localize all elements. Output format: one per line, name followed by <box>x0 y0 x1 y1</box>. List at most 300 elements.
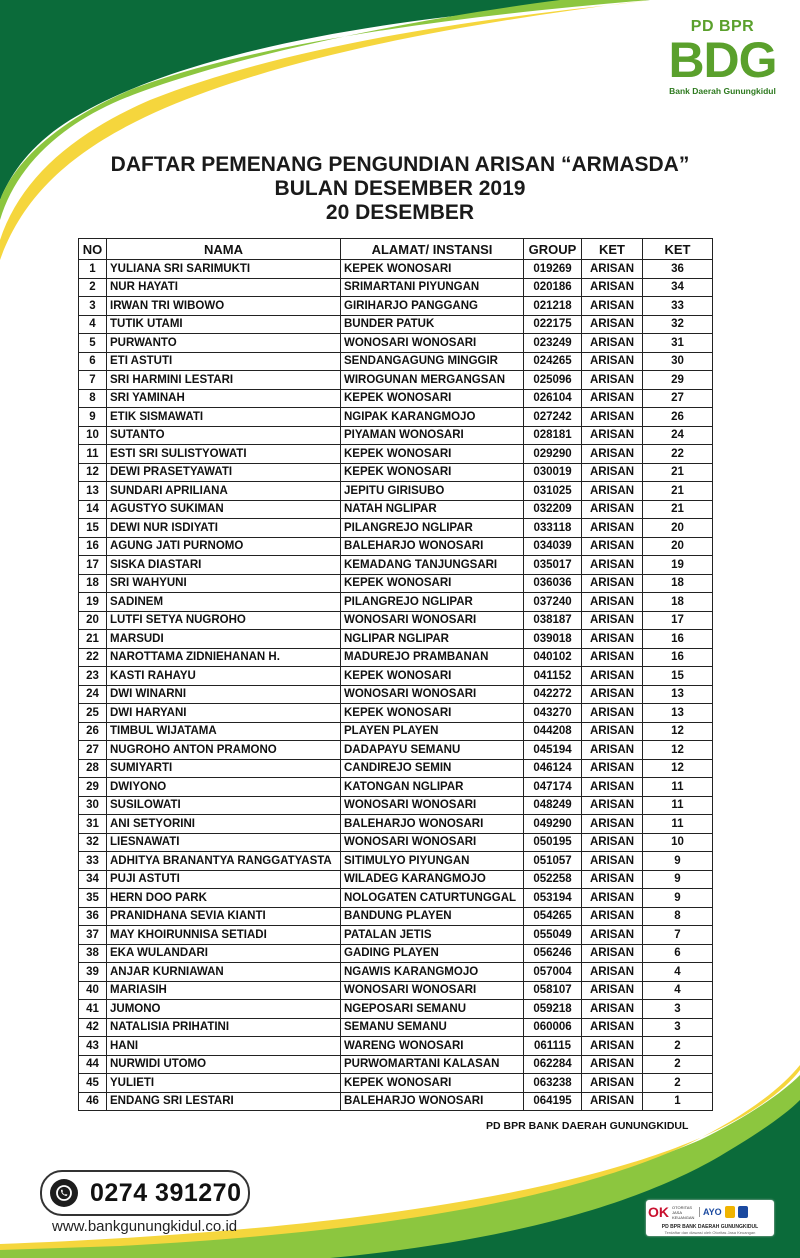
cell-group: 023249 <box>524 334 582 353</box>
cell-ket-2: 20 <box>643 519 713 538</box>
cell-nama: MARIASIH <box>107 981 341 1000</box>
cell-ket-2: 21 <box>643 500 713 519</box>
cell-alamat: KEPEK WONOSARI <box>341 389 524 408</box>
cell-no: 25 <box>79 704 107 723</box>
cell-nama: DWIYONO <box>107 778 341 797</box>
cell-no: 34 <box>79 870 107 889</box>
cell-no: 45 <box>79 1074 107 1093</box>
table-row <box>79 371 713 390</box>
table-row <box>79 556 713 575</box>
cell-no: 19 <box>79 593 107 612</box>
cell-alamat: PIYAMAN WONOSARI <box>341 426 524 445</box>
cell-no: 31 <box>79 815 107 834</box>
cell-no: 33 <box>79 852 107 871</box>
heading-line-1: DAFTAR PEMENANG PENGUNDIAN ARISAN “ARMASDA” <box>110 153 690 176</box>
cell-ket: ARISAN <box>582 1018 643 1037</box>
header-ket: KET <box>582 239 643 260</box>
cell-nama: NUR HAYATI <box>107 278 341 297</box>
table-row <box>79 944 713 963</box>
table-row <box>79 315 713 334</box>
cell-nama: AGUNG JATI PURNOMO <box>107 537 341 556</box>
bank-name-note: PD BPR BANK DAERAH GUNUNGKIDUL <box>486 1120 689 1132</box>
header-ket-2: KET <box>643 239 713 260</box>
cell-ket: ARISAN <box>582 907 643 926</box>
table-row <box>79 426 713 445</box>
cell-ket: ARISAN <box>582 944 643 963</box>
cell-alamat: NGAWIS KARANGMOJO <box>341 963 524 982</box>
cell-alamat: NGIPAK KARANGMOJO <box>341 408 524 427</box>
cell-no: 12 <box>79 463 107 482</box>
cell-ket-2: 13 <box>643 704 713 723</box>
cell-ket: ARISAN <box>582 778 643 797</box>
lps-icon <box>725 1206 735 1218</box>
cell-no: 35 <box>79 889 107 908</box>
cell-alamat: SRIMARTANI PIYUNGAN <box>341 278 524 297</box>
cell-ket: ARISAN <box>582 870 643 889</box>
cell-nama: ANJAR KURNIAWAN <box>107 963 341 982</box>
cell-alamat: WONOSARI WONOSARI <box>341 796 524 815</box>
cell-no: 40 <box>79 981 107 1000</box>
header-group: GROUP <box>524 239 582 260</box>
cell-group: 044208 <box>524 722 582 741</box>
cell-nama: HANI <box>107 1037 341 1056</box>
cell-ket-2: 13 <box>643 685 713 704</box>
table-row <box>79 981 713 1000</box>
cell-no: 41 <box>79 1000 107 1019</box>
cell-ket-2: 17 <box>643 611 713 630</box>
cell-ket: ARISAN <box>582 963 643 982</box>
table-header-row <box>79 239 713 260</box>
phone-number: 0274 391270 <box>90 1178 242 1207</box>
cell-alamat: PURWOMARTANI KALASAN <box>341 1055 524 1074</box>
cell-group: 025096 <box>524 371 582 390</box>
cell-no: 3 <box>79 297 107 316</box>
cell-alamat: WONOSARI WONOSARI <box>341 611 524 630</box>
cell-alamat: PATALAN JETIS <box>341 926 524 945</box>
cell-ket: ARISAN <box>582 278 643 297</box>
cell-alamat: KEPEK WONOSARI <box>341 260 524 279</box>
cell-no: 18 <box>79 574 107 593</box>
cell-no: 1 <box>79 260 107 279</box>
cell-ket-2: 11 <box>643 815 713 834</box>
heading-line-2: BULAN DESEMBER 2019 <box>274 177 526 200</box>
cell-no: 17 <box>79 556 107 575</box>
cell-no: 23 <box>79 667 107 686</box>
cell-group: 052258 <box>524 870 582 889</box>
cell-group: 060006 <box>524 1018 582 1037</box>
table-row <box>79 352 713 371</box>
cell-nama: IRWAN TRI WIBOWO <box>107 297 341 316</box>
cell-ket-2: 8 <box>643 907 713 926</box>
cell-nama: LIESNAWATI <box>107 833 341 852</box>
cell-ket-2: 26 <box>643 408 713 427</box>
cell-alamat: WONOSARI WONOSARI <box>341 334 524 353</box>
cell-group: 020186 <box>524 278 582 297</box>
cell-alamat: WILADEG KARANGMOJO <box>341 870 524 889</box>
cell-ket: ARISAN <box>582 352 643 371</box>
cell-alamat: NGLIPAR NGLIPAR <box>341 630 524 649</box>
cell-alamat: GADING PLAYEN <box>341 944 524 963</box>
cell-group: 053194 <box>524 889 582 908</box>
cell-ket-2: 34 <box>643 278 713 297</box>
cell-ket: ARISAN <box>582 1055 643 1074</box>
cell-alamat: PILANGREJO NGLIPAR <box>341 593 524 612</box>
table-row <box>79 704 713 723</box>
cell-alamat: KEMADANG TANJUNGSARI <box>341 556 524 575</box>
cell-ket-2: 15 <box>643 667 713 686</box>
cell-nama: LUTFI SETYA NUGROHO <box>107 611 341 630</box>
cell-ket-2: 1 <box>643 1092 713 1111</box>
cell-no: 2 <box>79 278 107 297</box>
cell-ket: ARISAN <box>582 297 643 316</box>
cell-no: 8 <box>79 389 107 408</box>
cell-ket-2: 2 <box>643 1037 713 1056</box>
table-row <box>79 778 713 797</box>
cell-ket: ARISAN <box>582 1074 643 1093</box>
cell-alamat: NGEPOSARI SEMANU <box>341 1000 524 1019</box>
table-row <box>79 667 713 686</box>
cell-ket: ARISAN <box>582 926 643 945</box>
table-row <box>79 759 713 778</box>
cell-nama: EKA WULANDARI <box>107 944 341 963</box>
cell-nama: TUTIK UTAMI <box>107 315 341 334</box>
cell-ket-2: 9 <box>643 889 713 908</box>
cell-ket-2: 4 <box>643 963 713 982</box>
cell-ket-2: 4 <box>643 981 713 1000</box>
cell-no: 14 <box>79 500 107 519</box>
cell-ket: ARISAN <box>582 500 643 519</box>
cell-ket-2: 20 <box>643 537 713 556</box>
perbarindo-icon <box>738 1206 748 1218</box>
ojk-text: OTORITAS JASA KEUANGAN <box>672 1204 695 1220</box>
cell-group: 024265 <box>524 352 582 371</box>
cell-ket-2: 32 <box>643 315 713 334</box>
cell-no: 36 <box>79 907 107 926</box>
cell-alamat: KEPEK WONOSARI <box>341 1074 524 1093</box>
cell-group: 046124 <box>524 759 582 778</box>
bank-logo <box>660 18 785 116</box>
cell-ket: ARISAN <box>582 260 643 279</box>
cell-ket: ARISAN <box>582 445 643 464</box>
table-row <box>79 1092 713 1111</box>
cell-nama: TIMBUL WIJATAMA <box>107 722 341 741</box>
cell-group: 022175 <box>524 315 582 334</box>
cell-alamat: KATONGAN NGLIPAR <box>341 778 524 797</box>
table-row <box>79 796 713 815</box>
cell-group: 035017 <box>524 556 582 575</box>
cell-nama: NUGROHO ANTON PRAMONO <box>107 741 341 760</box>
badge-caption: PD BPR BANK DAERAH GUNUNGKIDUL <box>661 1224 759 1230</box>
cell-group: 056246 <box>524 944 582 963</box>
cell-no: 11 <box>79 445 107 464</box>
cell-no: 37 <box>79 926 107 945</box>
cell-group: 050195 <box>524 833 582 852</box>
cell-alamat: SITIMULYO PIYUNGAN <box>341 852 524 871</box>
cell-alamat: PILANGREJO NGLIPAR <box>341 519 524 538</box>
cell-ket: ARISAN <box>582 389 643 408</box>
cell-ket: ARISAN <box>582 852 643 871</box>
table-row <box>79 482 713 501</box>
table-row <box>79 815 713 834</box>
cell-ket: ARISAN <box>582 981 643 1000</box>
cell-nama: DEWI NUR ISDIYATI <box>107 519 341 538</box>
cell-no: 32 <box>79 833 107 852</box>
cell-group: 032209 <box>524 500 582 519</box>
cell-ket: ARISAN <box>582 482 643 501</box>
cell-alamat: BUNDER PATUK <box>341 315 524 334</box>
cell-ket: ARISAN <box>582 704 643 723</box>
whatsapp-icon <box>50 1179 78 1207</box>
cell-ket-2: 18 <box>643 593 713 612</box>
table-row <box>79 297 713 316</box>
cell-group: 061115 <box>524 1037 582 1056</box>
badge-caption-2: Terdaftar dan diawasi oleh Otoritas Jasa Keuangan <box>664 1230 756 1235</box>
header-no: NO <box>79 239 107 260</box>
cell-group: 021218 <box>524 297 582 316</box>
cell-ket-2: 6 <box>643 944 713 963</box>
cell-ket-2: 22 <box>643 445 713 464</box>
cell-nama: DWI HARYANI <box>107 704 341 723</box>
cell-group: 051057 <box>524 852 582 871</box>
cell-no: 43 <box>79 1037 107 1056</box>
cell-ket: ARISAN <box>582 759 643 778</box>
logo-sub-text: Bank Daerah Gunungkidul <box>669 86 776 96</box>
cell-ket-2: 3 <box>643 1000 713 1019</box>
document-heading <box>0 153 800 225</box>
cell-group: 040102 <box>524 648 582 667</box>
cell-alamat: PLAYEN PLAYEN <box>341 722 524 741</box>
cell-ket: ARISAN <box>582 815 643 834</box>
regulator-badges <box>646 1200 774 1236</box>
cell-ket: ARISAN <box>582 426 643 445</box>
cell-nama: MAY KHOIRUNNISA SETIADI <box>107 926 341 945</box>
table-row <box>79 1037 713 1056</box>
cell-ket: ARISAN <box>582 1037 643 1056</box>
cell-group: 058107 <box>524 981 582 1000</box>
cell-ket-2: 12 <box>643 741 713 760</box>
table-row <box>79 463 713 482</box>
cell-no: 26 <box>79 722 107 741</box>
cell-group: 049290 <box>524 815 582 834</box>
cell-group: 048249 <box>524 796 582 815</box>
cell-group: 036036 <box>524 574 582 593</box>
cell-group: 038187 <box>524 611 582 630</box>
cell-nama: SADINEM <box>107 593 341 612</box>
cell-no: 13 <box>79 482 107 501</box>
cell-ket: ARISAN <box>582 667 643 686</box>
cell-group: 055049 <box>524 926 582 945</box>
cell-alamat: KEPEK WONOSARI <box>341 463 524 482</box>
cell-no: 15 <box>79 519 107 538</box>
cell-no: 6 <box>79 352 107 371</box>
cell-ket-2: 27 <box>643 389 713 408</box>
cell-alamat: SENDANGAGUNG MINGGIR <box>341 352 524 371</box>
cell-ket-2: 33 <box>643 297 713 316</box>
cell-alamat: KEPEK WONOSARI <box>341 574 524 593</box>
cell-alamat: MADUREJO PRAMBANAN <box>341 648 524 667</box>
table-row <box>79 445 713 464</box>
ojk-logo: OK <box>648 1204 669 1220</box>
table-row <box>79 889 713 908</box>
cell-no: 16 <box>79 537 107 556</box>
cell-nama: SISKA DIASTARI <box>107 556 341 575</box>
table-row <box>79 685 713 704</box>
cell-group: 057004 <box>524 963 582 982</box>
cell-alamat: KEPEK WONOSARI <box>341 704 524 723</box>
cell-ket-2: 36 <box>643 260 713 279</box>
table-row <box>79 833 713 852</box>
cell-alamat: BALEHARJO WONOSARI <box>341 537 524 556</box>
cell-ket-2: 21 <box>643 482 713 501</box>
cell-alamat: SEMANU SEMANU <box>341 1018 524 1037</box>
cell-ket-2: 30 <box>643 352 713 371</box>
cell-no: 27 <box>79 741 107 760</box>
logo-main-text: BDG <box>668 32 777 88</box>
table-row <box>79 519 713 538</box>
table-row <box>79 278 713 297</box>
table-row <box>79 926 713 945</box>
cell-ket-2: 19 <box>643 556 713 575</box>
table-row <box>79 408 713 427</box>
cell-group: 042272 <box>524 685 582 704</box>
cell-group: 043270 <box>524 704 582 723</box>
table-row <box>79 630 713 649</box>
cell-group: 047174 <box>524 778 582 797</box>
cell-group: 059218 <box>524 1000 582 1019</box>
cell-ket: ARISAN <box>582 685 643 704</box>
cell-nama: ENDANG SRI LESTARI <box>107 1092 341 1111</box>
cell-no: 39 <box>79 963 107 982</box>
cell-no: 9 <box>79 408 107 427</box>
cell-ket-2: 16 <box>643 630 713 649</box>
cell-ket-2: 3 <box>643 1018 713 1037</box>
table-row <box>79 741 713 760</box>
cell-group: 054265 <box>524 907 582 926</box>
phone-contact[interactable] <box>40 1170 250 1216</box>
cell-ket-2: 12 <box>643 759 713 778</box>
table-row <box>79 334 713 353</box>
cell-nama: NURWIDI UTOMO <box>107 1055 341 1074</box>
cell-ket: ARISAN <box>582 463 643 482</box>
cell-nama: PURWANTO <box>107 334 341 353</box>
cell-alamat: BALEHARJO WONOSARI <box>341 815 524 834</box>
cell-ket: ARISAN <box>582 556 643 575</box>
cell-ket: ARISAN <box>582 315 643 334</box>
cell-nama: ETI ASTUTI <box>107 352 341 371</box>
cell-no: 24 <box>79 685 107 704</box>
cell-ket-2: 29 <box>643 371 713 390</box>
cell-ket: ARISAN <box>582 537 643 556</box>
cell-group: 037240 <box>524 593 582 612</box>
cell-ket: ARISAN <box>582 408 643 427</box>
cell-group: 031025 <box>524 482 582 501</box>
cell-alamat: WARENG WONOSARI <box>341 1037 524 1056</box>
cell-group: 027242 <box>524 408 582 427</box>
cell-ket: ARISAN <box>582 371 643 390</box>
table-row <box>79 593 713 612</box>
table-row <box>79 537 713 556</box>
cell-ket: ARISAN <box>582 519 643 538</box>
table-row <box>79 389 713 408</box>
cell-no: 21 <box>79 630 107 649</box>
cell-group: 063238 <box>524 1074 582 1093</box>
cell-group: 064195 <box>524 1092 582 1111</box>
cell-group: 030019 <box>524 463 582 482</box>
cell-nama: NATALISIA PRIHATINI <box>107 1018 341 1037</box>
header-nama: NAMA <box>107 239 341 260</box>
cell-nama: SUSILOWATI <box>107 796 341 815</box>
cell-alamat: WIROGUNAN MERGANGSAN <box>341 371 524 390</box>
cell-ket-2: 2 <box>643 1074 713 1093</box>
table-row <box>79 260 713 279</box>
cell-ket-2: 24 <box>643 426 713 445</box>
logo-top-text: PD BPR <box>690 18 755 35</box>
cell-no: 22 <box>79 648 107 667</box>
website-link[interactable]: www.bankgunungkidul.co.id <box>52 1218 238 1235</box>
cell-alamat: JEPITU GIRISUBO <box>341 482 524 501</box>
cell-nama: NAROTTAMA ZIDNIEHANAN H. <box>107 648 341 667</box>
cell-alamat: NOLOGATEN CATURTUNGGAL <box>341 889 524 908</box>
cell-ket-2: 11 <box>643 796 713 815</box>
cell-no: 30 <box>79 796 107 815</box>
cell-no: 38 <box>79 944 107 963</box>
table-row <box>79 611 713 630</box>
cell-ket: ARISAN <box>582 741 643 760</box>
cell-nama: MARSUDI <box>107 630 341 649</box>
cell-alamat: KEPEK WONOSARI <box>341 667 524 686</box>
cell-ket-2: 9 <box>643 852 713 871</box>
cell-no: 4 <box>79 315 107 334</box>
table-row <box>79 1055 713 1074</box>
cell-ket-2: 11 <box>643 778 713 797</box>
cell-alamat: NATAH NGLIPAR <box>341 500 524 519</box>
cell-alamat: WONOSARI WONOSARI <box>341 685 524 704</box>
cell-alamat: DADAPAYU SEMANU <box>341 741 524 760</box>
cell-alamat: CANDIREJO SEMIN <box>341 759 524 778</box>
cell-no: 28 <box>79 759 107 778</box>
cell-ket-2: 2 <box>643 1055 713 1074</box>
cell-ket-2: 10 <box>643 833 713 852</box>
cell-ket: ARISAN <box>582 574 643 593</box>
cell-ket: ARISAN <box>582 630 643 649</box>
winners-table <box>78 238 713 1111</box>
cell-nama: ANI SETYORINI <box>107 815 341 834</box>
cell-nama: SUMIYARTI <box>107 759 341 778</box>
cell-ket-2: 7 <box>643 926 713 945</box>
cell-nama: DEWI PRASETYAWATI <box>107 463 341 482</box>
cell-alamat: BANDUNG PLAYEN <box>341 907 524 926</box>
cell-ket-2: 31 <box>643 334 713 353</box>
cell-group: 034039 <box>524 537 582 556</box>
cell-nama: SUNDARI APRILIANA <box>107 482 341 501</box>
table-row <box>79 722 713 741</box>
cell-ket-2: 21 <box>643 463 713 482</box>
cell-nama: DWI WINARNI <box>107 685 341 704</box>
table-row <box>79 870 713 889</box>
cell-alamat: GIRIHARJO PANGGANG <box>341 297 524 316</box>
table-row <box>79 1018 713 1037</box>
cell-group: 028181 <box>524 426 582 445</box>
cell-ket: ARISAN <box>582 796 643 815</box>
cell-nama: SRI YAMINAH <box>107 389 341 408</box>
cell-ket: ARISAN <box>582 593 643 612</box>
header-alamat: ALAMAT/ INSTANSI <box>341 239 524 260</box>
cell-group: 039018 <box>524 630 582 649</box>
cell-alamat: KEPEK WONOSARI <box>341 445 524 464</box>
cell-nama: ADHITYA BRANANTYA RANGGATYASTA <box>107 852 341 871</box>
cell-ket-2: 16 <box>643 648 713 667</box>
cell-no: 46 <box>79 1092 107 1111</box>
